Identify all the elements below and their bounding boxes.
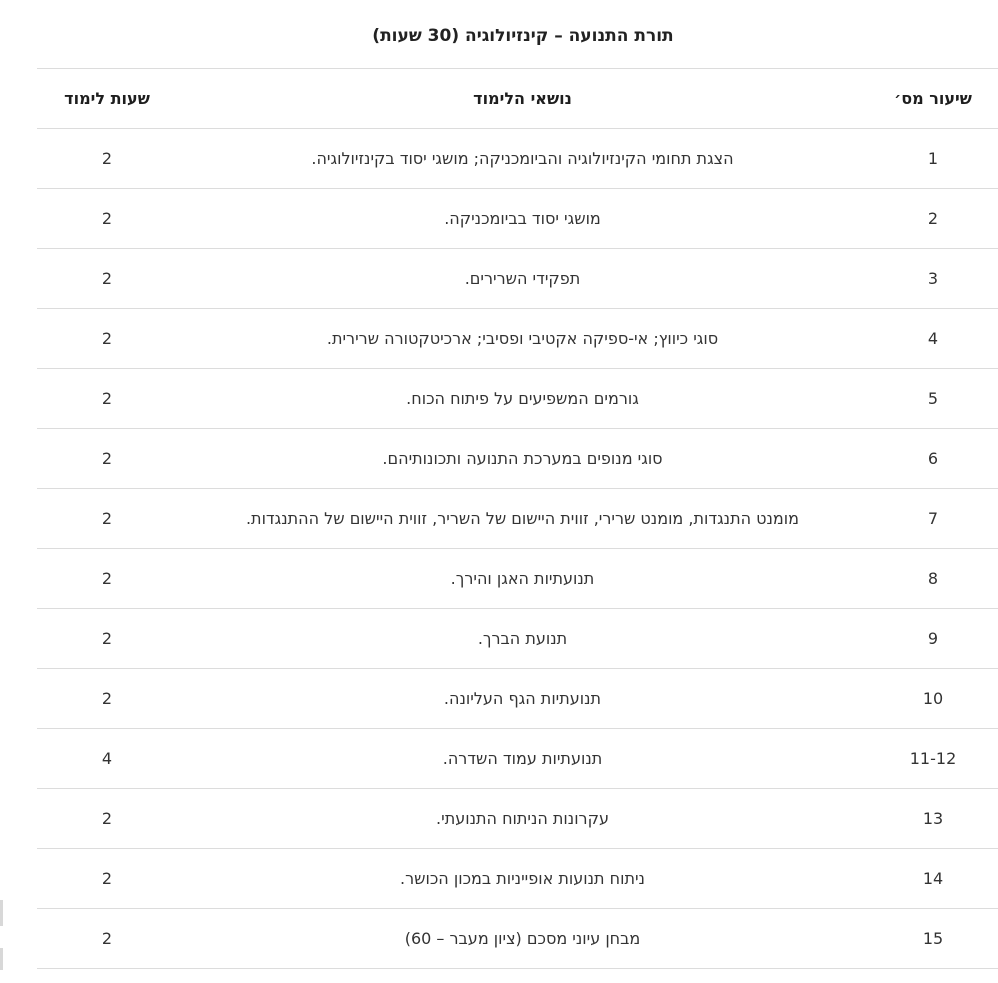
- lesson-number-cell: 9: [868, 609, 998, 669]
- hours-cell: 2: [37, 489, 177, 549]
- left-edge-divider: [0, 900, 3, 926]
- lesson-number-cell: 8: [868, 549, 998, 609]
- topic-cell: סוגי מנופים במערכת התנועה ותכונותיהם.: [177, 429, 868, 489]
- table-row: [37, 849, 998, 909]
- hours-cell: 2: [37, 129, 177, 189]
- topic-cell: גורמים המשפיעים על פיתוח הכוח.: [177, 369, 868, 429]
- hours-cell: 2: [37, 309, 177, 369]
- lesson-number-cell: 11-12: [868, 729, 998, 789]
- table-row: [37, 909, 998, 969]
- lesson-number-cell: 13: [868, 789, 998, 849]
- table-row: [37, 729, 998, 789]
- hours-cell: 2: [37, 669, 177, 729]
- topic-cell: הצגת תחומי הקינזיולוגיה והביומכניקה; מושגי יסוד בקינזיולוגיה.: [177, 129, 868, 189]
- topic-cell: תפקידי השרירים.: [177, 249, 868, 309]
- hours-cell: 2: [37, 429, 177, 489]
- curriculum-table: [37, 68, 998, 969]
- topic-cell: תנועתיות עמוד השדרה.: [177, 729, 868, 789]
- page-title: תורת התנועה – קינזיולוגיה (30 שעות): [372, 26, 674, 46]
- table-row: [37, 429, 998, 489]
- topic-cell: תנועתיות הגף העליונה.: [177, 669, 868, 729]
- header-topics: נושאי הלימוד: [177, 69, 868, 129]
- lesson-number-cell: 4: [868, 309, 998, 369]
- table-row: [37, 789, 998, 849]
- table-row: [37, 609, 998, 669]
- hours-cell: 2: [37, 249, 177, 309]
- topic-cell: מומנט התנגדות, מומנט שרירי, זווית היישום של השריר, זווית היישום של ההתנגדות.: [177, 489, 868, 549]
- topic-cell: תנועתיות האגן והירך.: [177, 549, 868, 609]
- topic-cell: מושגי יסוד בביומכניקה.: [177, 189, 868, 249]
- lesson-number-cell: 10: [868, 669, 998, 729]
- hours-cell: 2: [37, 549, 177, 609]
- lesson-number-cell: 5: [868, 369, 998, 429]
- hours-cell: 2: [37, 849, 177, 909]
- lesson-number-cell: 7: [868, 489, 998, 549]
- lesson-number-cell: 2: [868, 189, 998, 249]
- hours-cell: 2: [37, 189, 177, 249]
- lesson-number-cell: 3: [868, 249, 998, 309]
- table-row: [37, 249, 998, 309]
- hours-cell: 4: [37, 729, 177, 789]
- lesson-number-cell: 14: [868, 849, 998, 909]
- hours-cell: 2: [37, 609, 177, 669]
- left-edge-divider: [0, 948, 3, 970]
- topic-cell: ניתוח תנועות אופייניות במכון הכושר.: [177, 849, 868, 909]
- lesson-number-cell: 6: [868, 429, 998, 489]
- table-row: [37, 309, 998, 369]
- header-hours: שעות לימוד: [37, 69, 177, 129]
- hours-cell: 2: [37, 909, 177, 969]
- lesson-number-cell: 1: [868, 129, 998, 189]
- table-row: [37, 549, 998, 609]
- topic-cell: סוגי כיווץ; אי-ספיקה אקטיבי ופסיבי; ארכיטקטורה שרירית.: [177, 309, 868, 369]
- topic-cell: תנועת הברך.: [177, 609, 868, 669]
- header-lesson-number: שיעור מס׳: [868, 69, 998, 129]
- lesson-number-cell: 15: [868, 909, 998, 969]
- table-header-row: [37, 69, 998, 129]
- hours-cell: 2: [37, 369, 177, 429]
- table-row: [37, 489, 998, 549]
- topic-cell: מבחן עיוני מסכם (ציון מעבר – 60): [177, 909, 868, 969]
- table-row: [37, 669, 998, 729]
- table-row: [37, 189, 998, 249]
- table-row: [37, 129, 998, 189]
- topic-cell: עקרונות הניתוח התנועתי.: [177, 789, 868, 849]
- table-row: [37, 369, 998, 429]
- hours-cell: 2: [37, 789, 177, 849]
